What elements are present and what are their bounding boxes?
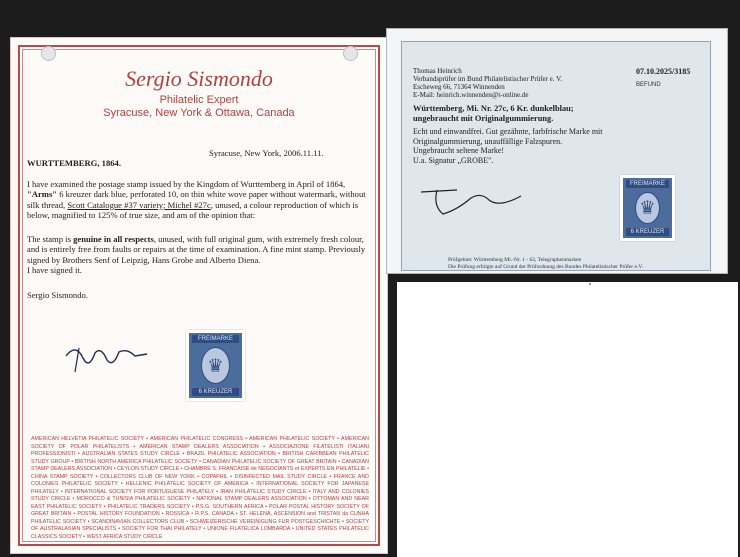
befund-certificate xyxy=(386,28,728,274)
stamp-top-label: FREIMARKE xyxy=(192,335,239,343)
expert-address: Syracuse, New York & Ottawa, Canada xyxy=(103,107,295,119)
signer-name: Sergio Sismondo. xyxy=(27,290,88,300)
befund-footer-scope: Prüfgebiet: Württemberg Mi.-Nr. 1 - 62, Telegraphenmarken xyxy=(448,257,582,263)
befund-stamp-top-label: FREIMARKE xyxy=(626,180,669,188)
stamp-bottom-label: 6 KREUZER xyxy=(192,388,239,396)
befund-stamp-coat-of-arms: ♛ xyxy=(635,192,660,224)
sismondo-certificate xyxy=(10,37,388,554)
befund-footer-rules: Die Prüfung erfolgte auf Grund der Prüfordnung des Bundes Philatelistischer Prüfer e.V. xyxy=(448,264,643,270)
befund-expert-name: Thomas Heinrich xyxy=(413,67,462,75)
befund-expert-address: Escheweg 66, 71364 Winnenden xyxy=(413,83,505,91)
befund-expert-email: E-Mail: heinrich.winnenden@t-online.de xyxy=(413,91,529,99)
befund-expert-affiliation: Verbandsprüfer im Bund Philatelistischer Prüfer e. V. xyxy=(413,75,563,83)
certificate-heading: WURTTEMBERG, 1864. xyxy=(27,158,121,168)
befund-number: 07.10.2025/3185 xyxy=(636,67,691,76)
punch-hole-left xyxy=(41,46,56,61)
description-paragraph: I have examined the postage stamp issued by the Kingdom of Wurttemberg in April of 1864, "Arms" 6 kreuzer dark blue, perforated 10, on thin white wove paper without watermark, without silk thread, Scott Catalogue #37 variety; Michel #27c, unused, a colour reproduction of which is below, magnified to 125% of true size, and am of the opinion that: xyxy=(27,179,366,221)
stamp-coat-of-arms: ♛ xyxy=(201,347,230,384)
befund-title: Württemberg, Mi. Nr. 27c, 6 Kr. dunkelblau; ungebraucht mit Originalgummierung. xyxy=(413,104,574,123)
blank-area xyxy=(397,282,738,557)
speck xyxy=(589,283,591,285)
opinion-paragraph: The stamp is genuine in all respects, unused, with full original gum, with extremely fresh colour, and is entirely free from faults or repairs at the time of examination. A fine mint stamp. Previously signed by Brothers Senf of Leipzig, Hans Grobe and Alberto Diena. I have signed it. xyxy=(27,234,366,276)
befund-label: BEFUND xyxy=(636,82,661,88)
befund-signature xyxy=(417,184,527,220)
befund-stamp-image xyxy=(620,175,675,241)
befund-body: Echt und einwandfrei. Gut gezähnte, farbfrische Marke mit Originalgummierung, unauffällige Falzspuren. Ungebraucht seltene Marke! U.a. Signatur „GROBE". xyxy=(413,127,603,165)
society-memberships: AMERICAN HELVETIA PHILATELIC SOCIETY • AMERICAN PHILATELIC CONGRESS • AMERICAN PHILATELIC SOCIETY • AMERICAN SOCIETY OF POLAR PHILATELISTS • AMERICAN STAMP DEALERS ASSOCIATION • ASSOCIAZIONE FILATELISTI ITALIANI PROFESSIONISTI • AUSTRALIAN STATES STUDY CIRCLE • BRAZIL PHILATELIC ASSOCIATION • BRITISH CARIBBEAN PHILATELIC STUDY GROUP • BRITISH NORTH AMERICA PHILATELIC SOCIETY • CANADIAN PHILATELIC SOCIETY OF GREAT BRITAIN • CANADIAN STAMP DEALERS ASSOCIATION • CEYLON STUDY CIRCLE • CHAMBRE S. FRANCAISE de NEGOCIANTS et EXPERTS EN PHILATELIE • CHINA STAMP SOCIETY • COLLECTORS CLUB OF NEW YORK • COPAPHIL • DISINFECTED MAIL STUDY CIRCLE • FRANCE AND COLONIES PHILATELIC SOCIETY • HELLENIC PHILATELIC SOCIETY OF AMERICA • INTERNATIONAL SOCIETY FOR JAPANESE PHILATELY • INTERNATIONAL SOCIETY FOR PORTUGUESE PHILATELY • IRAN PHILATELIC STUDY CIRCLE • ITALY AND COLONIES STUDY CIRCLE • MOROCCO & TUNISIA PHILATELIC SOCIETY • NATIONAL STAMP DEALERS ASSOCIATION • OTTOMAN AND NEAR EAST PHILATELIC SOCIETY • PHILATELIC TRADERS SOCIETY • P.S.G. SOUTHERN AFRICA • POLAR POSTAL HISTORY SOCIETY OF GREAT BRITAIN • POSTAL HISTORY FOUNDATION • ROSSICA • R.P.S. CANADA • ST. HELENA, ASCENSION and TRISTAN da CUNHA PHILATELIC SOCIETY • SCANDINAVIAN COLLECTORS CLUB • SCHWEIZERISCHE VEREINIGUNG FUR POSTGESCHICHTE • SOCIETY OF AUSTRALASIAN SPECIALISTS • SOCIETY FOR THAI PHILATELY • UNIONE FILATELICA LOMBARDA • UNITED STATES PHILATELIC CLASSICS SOCIETY • WEST AFRICA STUDY CIRCLE xyxy=(31,436,369,540)
certificate-date: Syracuse, New York, 2006.11.11. xyxy=(209,148,324,158)
expert-title: Philatelic Expert xyxy=(159,94,239,106)
stamp-image xyxy=(186,330,245,401)
befund-stamp-bottom-label: 6 KREUZER xyxy=(626,228,669,236)
handwritten-signature xyxy=(61,338,151,378)
expert-name: Sergio Sismondo xyxy=(125,66,273,91)
punch-hole-right xyxy=(343,46,358,61)
